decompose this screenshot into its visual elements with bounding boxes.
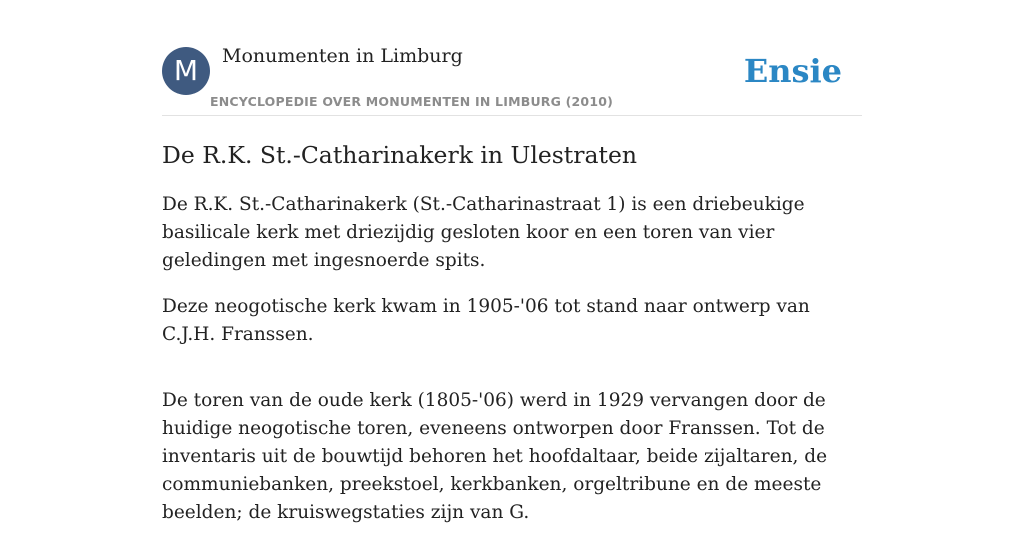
header-divider bbox=[162, 115, 862, 116]
site-subtitle[interactable]: ENCYCLOPEDIE OVER MONUMENTEN IN LIMBURG (2010) bbox=[210, 94, 614, 109]
site-title[interactable]: Monumenten in Limburg bbox=[222, 45, 463, 67]
avatar[interactable]: M bbox=[162, 47, 210, 95]
article-title: De R.K. St.-Catharinakerk in Ulestraten bbox=[162, 141, 637, 169]
brand-logo[interactable]: Ensie bbox=[743, 52, 842, 90]
page-header bbox=[162, 0, 862, 116]
article-paragraph: De toren van de oude kerk (1805-'06) werd in 1929 vervangen door de huidige neogotische toren, eveneens ontworpen door Franssen. Tot de inventaris uit de bouwtijd behoren het hoofdaltaar, beide zijaltaren, de communiebanken, preekstoel, kerkbanken, orgeltribune en de meeste beelden; de kruiswegstaties zijn van G. bbox=[162, 390, 828, 523]
article-content bbox=[162, 139, 862, 545]
article-paragraph: Deze neogotische kerk kwam in 1905-'06 tot stand naar ontwerp van C.J.H. Franssen. bbox=[162, 296, 810, 345]
article-paragraph: De R.K. St.-Catharinakerk (St.-Catharinastraat 1) is een driebeukige basilicale kerk met driezijdig gesloten koor en een toren van vier geledingen met ingesnoerde spits. bbox=[162, 194, 805, 271]
